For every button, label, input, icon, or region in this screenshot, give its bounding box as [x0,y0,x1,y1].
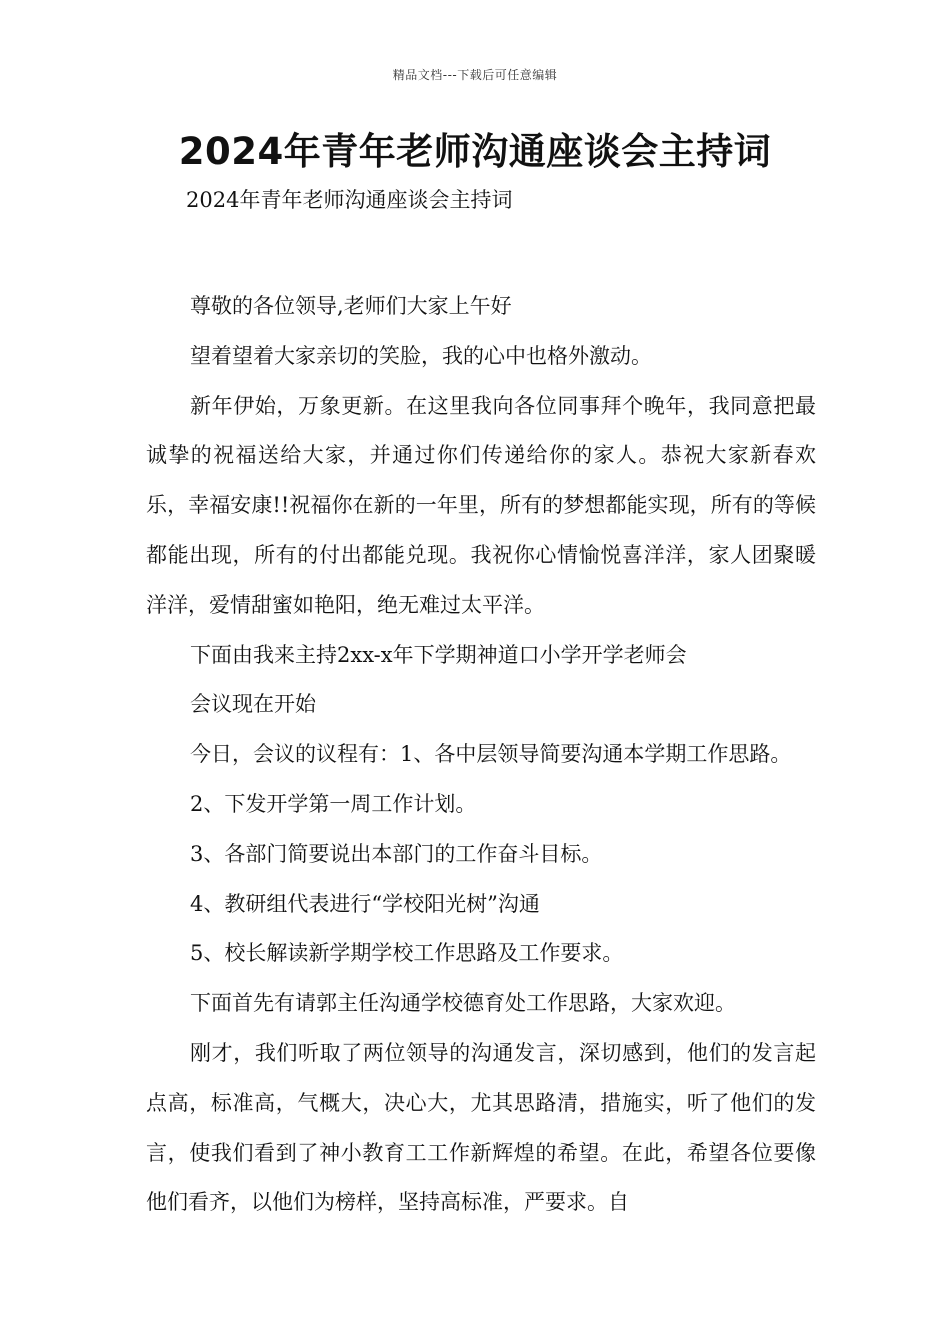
paragraph-invite: 下面首先有请郭主任沟通学校德育处工作思路，大家欢迎。 [190,991,736,1016]
paragraph-intro: 望着望着大家亲切的笑脸，我的心中也格外激动。 [190,343,652,368]
document-body [146,282,816,1228]
document-title: 2024年青年老师沟通座谈会主持词 [178,130,772,173]
header-note: 精品文档---下载后可任意编辑 [392,68,558,82]
paragraph-new-year: 新年伊始，万象更新。在这里我向各位同事拜个晚年，我同意把最诚挚的祝福送给大家，并通过你们传递给你的家人。恭祝大家新春欢乐，幸福安康!!祝福你在新的一年里，所有的梦想都能实现，所有的等候都能出现，所有的付出都能兑现。我祝你心情愉悦喜洋洋，家人团聚暖洋洋，爱情甜蜜如艳阳，绝无难过太平洋。 [146,393,816,617]
paragraph-agenda-3: 3、各部门简要说出本部门的工作奋斗目标。 [190,841,603,866]
paragraph-agenda-1: 今日，会议的议程有：1、各中层领导简要沟通本学期工作思路。 [190,742,792,767]
paragraph-agenda-4: 4、教研组代表进行“学校阳光树”沟通 [190,891,540,916]
document-subtitle: 2024年青年老师沟通座谈会主持词 [186,188,513,212]
paragraph-meeting-start: 会议现在开始 [190,692,316,717]
paragraph-summary: 刚才，我们听取了两位领导的沟通发言，深切感到，他们的发言起点高，标准高，气概大，决心大，尤其思路清，措施实，听了他们的发言，使我们看到了神小教育工工作新辉煌的希望。在此，希望各位要像他们看齐，以他们为榜样，坚持高标准，严要求。自 [146,1040,816,1215]
paragraph-agenda-5: 5、校长解读新学期学校工作思路及工作要求。 [190,941,624,966]
paragraph-host: 下面由我来主持2xx-x年下学期神道口小学开学老师会 [190,642,687,667]
paragraph-greeting: 尊敬的各位领导,老师们大家上午好 [190,294,512,318]
paragraph-agenda-2: 2、下发开学第一周工作计划。 [190,791,477,816]
